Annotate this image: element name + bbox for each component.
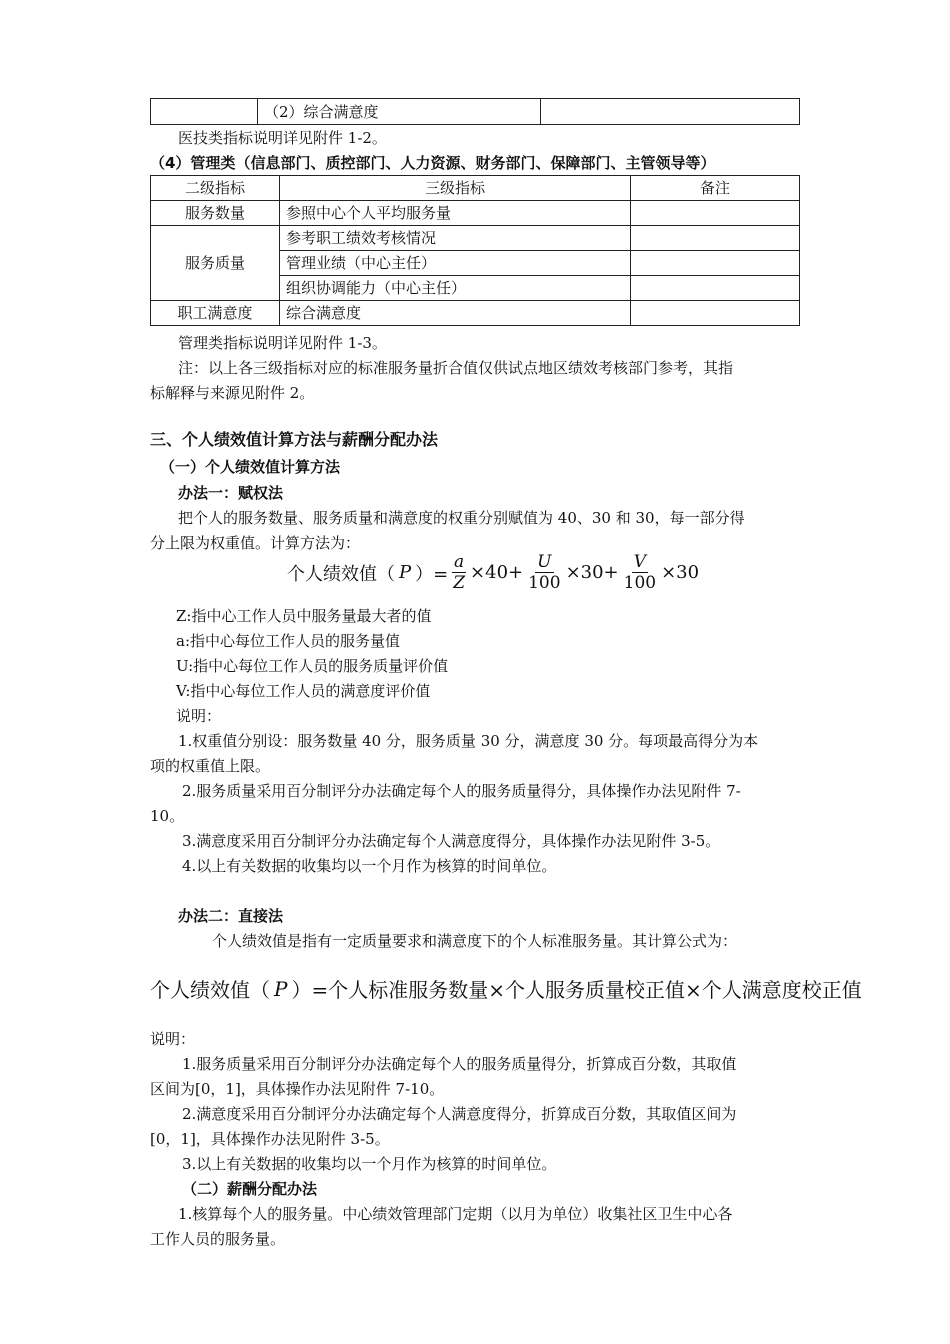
m1-item1-line2: 项的权重值上限。 bbox=[150, 757, 271, 775]
mgmt-level2-quantity: 服务数量 bbox=[151, 201, 280, 226]
def-z: Z:指中心工作人员中服务量最大者的值 bbox=[176, 607, 432, 625]
top-table-cell-empty bbox=[151, 99, 258, 125]
mgmt-header-level2: 二级指标 bbox=[151, 176, 280, 201]
mgmt-remark bbox=[631, 226, 800, 251]
top-table-cell-empty-right bbox=[541, 99, 800, 125]
formula1-frac-v bbox=[622, 552, 658, 593]
pay-item1-line1: 1.核算每个人的服务量。中心绩效管理部门定期（以月为单位）收集社区卫生中心各 bbox=[178, 1205, 733, 1223]
method2-para: 个人绩效值是指有一定质量要求和满意度下的个人标准服务量。其计算公式为： bbox=[212, 932, 738, 950]
m2-item2-line1: 2.满意度采用百分制评分办法确定每个人满意度得分，折算成百分数，其取值区间为 bbox=[182, 1105, 737, 1123]
formula2-lhs: 个人绩效值（ bbox=[150, 978, 270, 1002]
mgmt-level2-satisfaction: 职工满意度 bbox=[151, 301, 280, 326]
mgmt-level2-quality: 服务质量 bbox=[151, 226, 280, 301]
section4-title: （4）管理类（信息部门、质控部门、人力资源、财务部门、保障部门、主管领导等） bbox=[150, 154, 716, 172]
formula1-lhs: 个人绩效值（ bbox=[287, 563, 395, 585]
top-table-cell: （2）综合满意度 bbox=[258, 99, 541, 125]
top-table bbox=[150, 98, 800, 125]
m1-item1-line1: 1.权重值分别设：服务数量 40 分，服务质量 30 分，满意度 30 分。每项最高得分为本 bbox=[178, 732, 759, 750]
m2-item1-line1: 1.服务质量采用百分制评分办法确定每个人的服务质量得分，折算成百分数，其取值 bbox=[182, 1055, 737, 1073]
method1-para-line1: 把个人的服务数量、服务质量和满意度的权重分别赋值为 40、30 和 30，每一部分得 bbox=[178, 509, 745, 527]
sub1-title: （一）个人绩效值计算方法 bbox=[160, 458, 341, 476]
method1-para-line2: 分上限为权重值。计算方法为： bbox=[150, 534, 361, 552]
formula1-frac-a-z bbox=[451, 552, 467, 593]
formula1-eq: ）= bbox=[415, 563, 449, 585]
explain-label: 说明： bbox=[176, 707, 222, 725]
mgmt-level3: 管理业绩（中心主任） bbox=[280, 251, 631, 276]
note-medtech: 医技类指标说明详见附件 1-2。 bbox=[178, 129, 387, 147]
def-u: U:指中心每位工作人员的服务质量评价值 bbox=[176, 657, 449, 675]
sub2-title: （二）薪酬分配办法 bbox=[182, 1180, 318, 1198]
frac-den: Z bbox=[453, 573, 466, 593]
formula2-rhs: ）=个人标准服务数量×个人服务质量校正值×个人满意度校正值 bbox=[291, 978, 862, 1002]
frac-den: 100 bbox=[623, 573, 657, 593]
def-a: a:指中心每位工作人员的服务量值 bbox=[176, 632, 400, 650]
note-general-line2: 标解释与来源见附件 2。 bbox=[150, 384, 315, 402]
formula1-term3: ×30 bbox=[661, 562, 700, 583]
m1-item2-line1: 2.服务质量采用百分制评分办法确定每个人的服务质量得分，具体操作办法见附件 7- bbox=[182, 782, 741, 800]
note-mgmt: 管理类指标说明详见附件 1-3。 bbox=[178, 334, 387, 352]
mgmt-header-remark: 备注 bbox=[631, 176, 800, 201]
frac-den: 100 bbox=[528, 573, 561, 593]
method2-title: 办法二：直接法 bbox=[178, 907, 284, 925]
mgmt-remark bbox=[631, 251, 800, 276]
m1-item3: 3.满意度采用百分制评分办法确定每个人满意度得分，具体操作办法见附件 3-5。 bbox=[182, 832, 721, 850]
formula1-frac-u bbox=[526, 552, 562, 593]
method1-title: 办法一：赋权法 bbox=[178, 484, 284, 502]
frac-num: U bbox=[537, 552, 552, 572]
mgmt-header-level3: 三级指标 bbox=[280, 176, 631, 201]
frac-num: a bbox=[454, 552, 465, 572]
formula-direct bbox=[150, 974, 862, 1003]
m1-item2-line2: 10。 bbox=[150, 807, 185, 825]
mgmt-remark bbox=[631, 276, 800, 301]
def-v: V:指中心每位工作人员的满意度评价值 bbox=[176, 682, 431, 700]
formula1-term1: ×40+ bbox=[470, 562, 524, 583]
m2-item3: 3.以上有关数据的收集均以一个月作为核算的时间单位。 bbox=[182, 1155, 557, 1173]
formula-weighted bbox=[287, 552, 699, 593]
note-general-line1: 注：以上各三级指标对应的标准服务量折合值仅供试点地区绩效考核部门参考，其指 bbox=[178, 359, 734, 377]
mgmt-remark bbox=[631, 301, 800, 326]
formula1-p: P bbox=[399, 562, 412, 583]
frac-num: V bbox=[633, 552, 646, 572]
m2-item2-line2: [0，1]，具体操作办法见附件 3-5。 bbox=[150, 1130, 390, 1148]
mgmt-remark bbox=[631, 201, 800, 226]
section3-title: 三、个人绩效值计算方法与薪酬分配办法 bbox=[150, 430, 439, 449]
mgmt-table bbox=[150, 175, 800, 326]
pay-item1-line2: 工作人员的服务量。 bbox=[150, 1230, 286, 1248]
explain-label-2: 说明： bbox=[150, 1030, 196, 1048]
m2-item1-line2: 区间为[0，1]，具体操作办法见附件 7-10。 bbox=[150, 1080, 445, 1098]
formula1-term2: ×30+ bbox=[565, 562, 619, 583]
formula2-p: P bbox=[274, 976, 288, 1001]
mgmt-level3: 组织协调能力（中心主任） bbox=[280, 276, 631, 301]
mgmt-level3: 综合满意度 bbox=[280, 301, 631, 326]
mgmt-level3: 参考职工绩效考核情况 bbox=[280, 226, 631, 251]
m1-item4: 4.以上有关数据的收集均以一个月作为核算的时间单位。 bbox=[182, 857, 557, 875]
mgmt-level3: 参照中心个人平均服务量 bbox=[280, 201, 631, 226]
